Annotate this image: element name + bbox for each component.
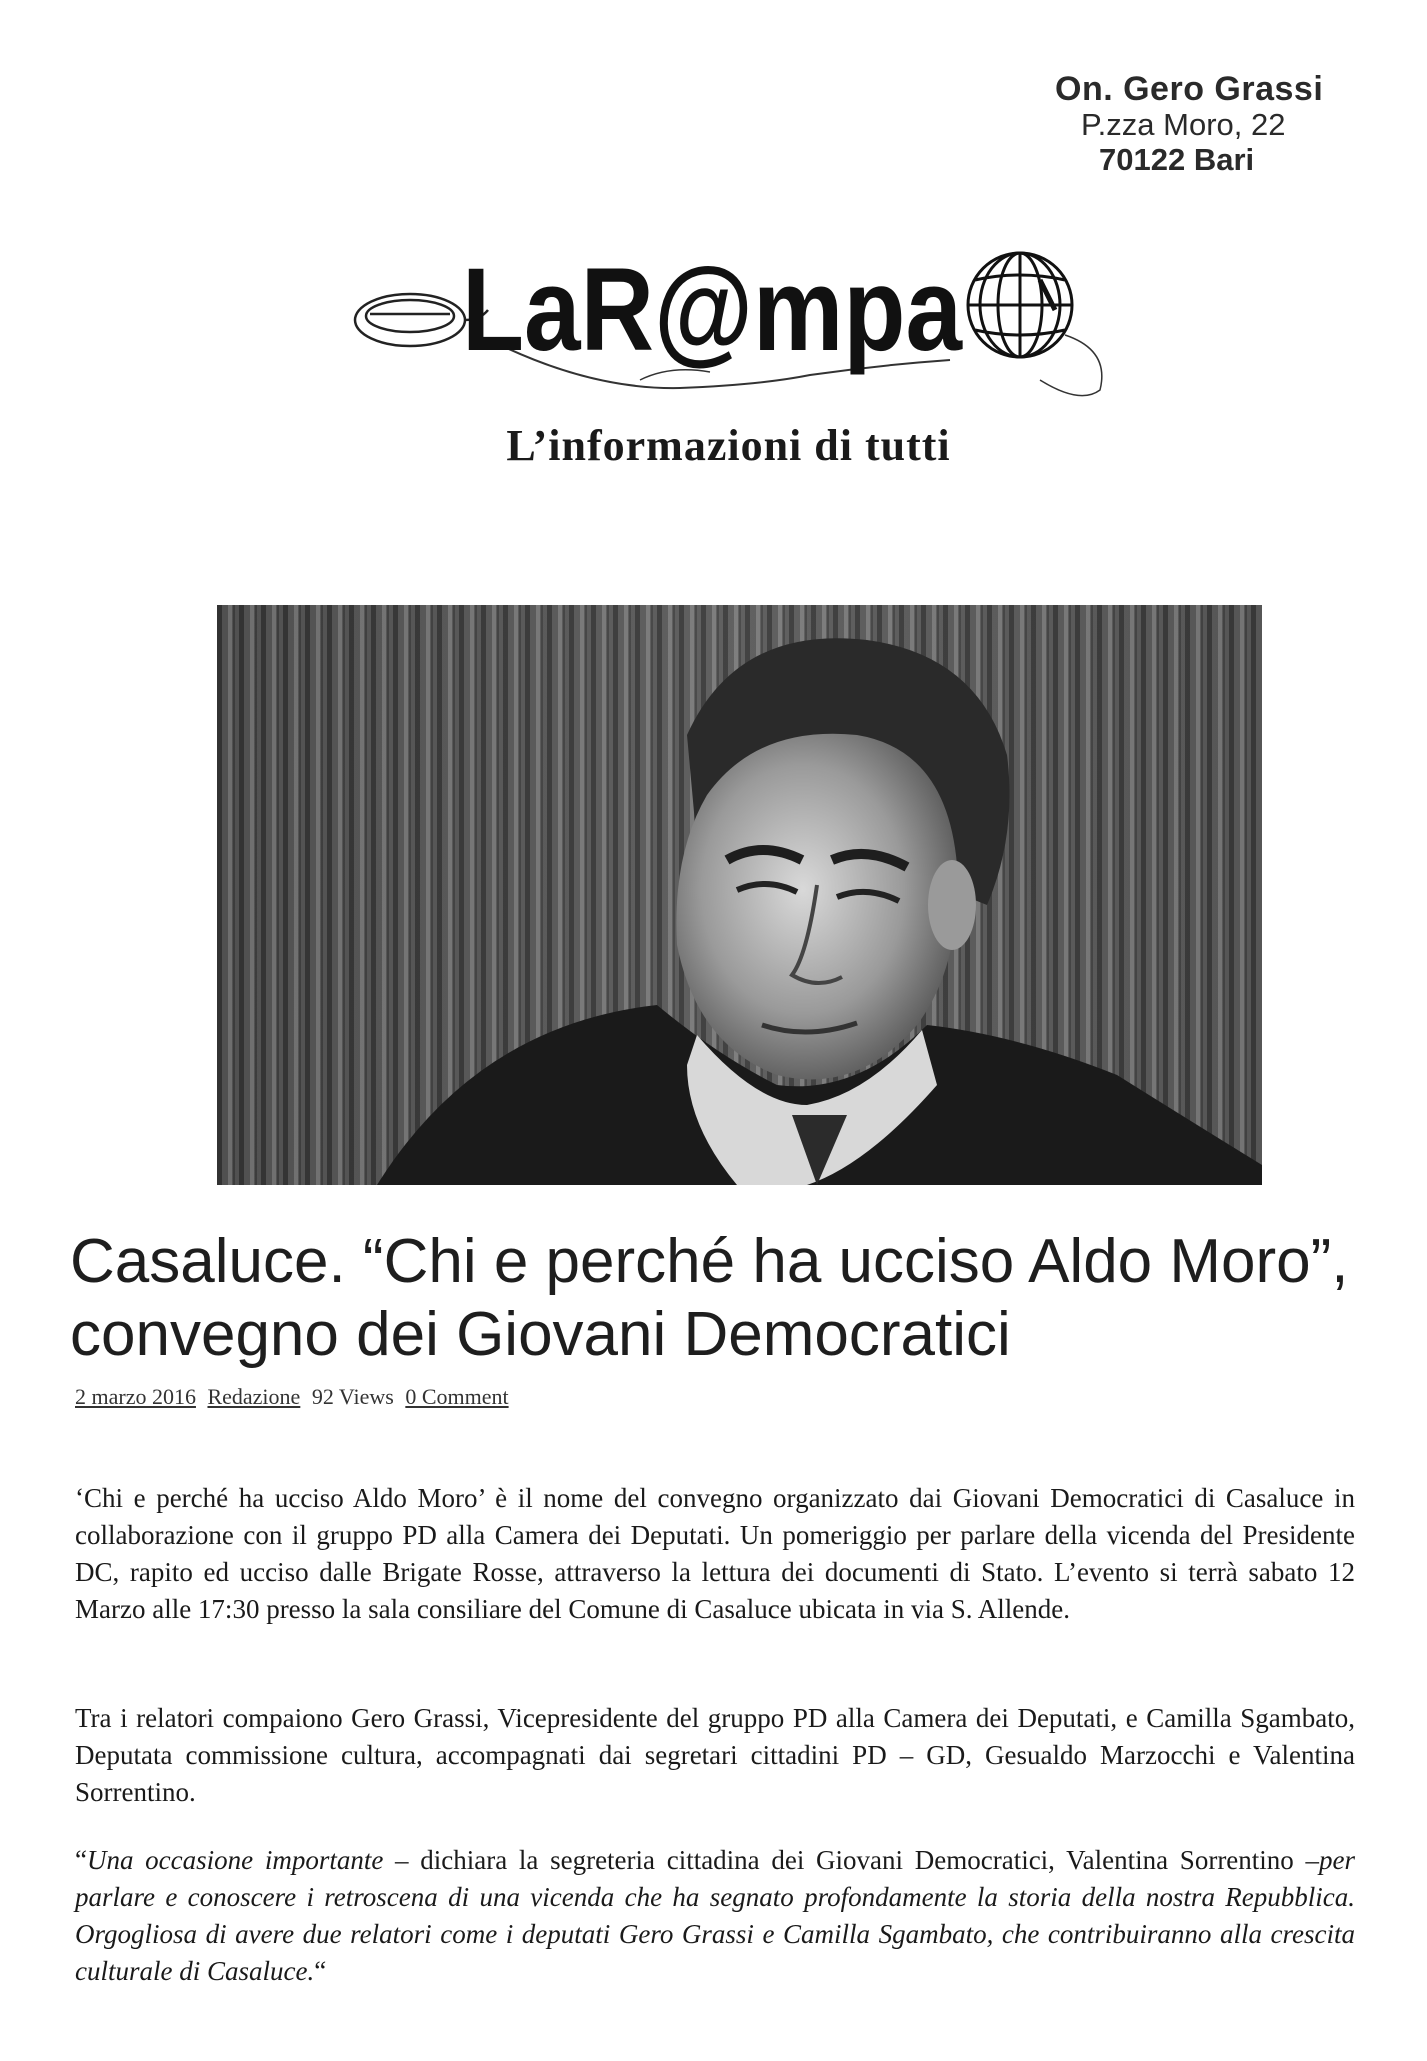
masthead-tagline: L’informazioni di tutti xyxy=(506,421,951,470)
quote-plain: – dichiara la segreteria cittadina dei Giovani Democratici, Valentina Sorrentino xyxy=(383,1845,1306,1875)
article-paragraph-1: ‘Chi e perché ha ucciso Aldo Moro’ è il nome del convegno organizzato dai Giovani Democratici di Casaluce in collaborazione con il gruppo PD alla Camera dei Deputati. Un pomeriggio per parlare della vicenda del Presidente DC, rapito ed ucciso dalle Brigate Rosse, attraverso la lettura dei documenti di Stato. L’evento si terrà sabato 12 Marzo alle 17:30 presso la sala consiliare del Comune di Casaluce ubicata in via S. Allende. xyxy=(75,1483,1355,1624)
article-date-link[interactable]: 2 marzo 2016 xyxy=(75,1384,196,1409)
article-paragraph-2: Tra i relatori compaiono Gero Grassi, Vicepresidente del gruppo PD alla Camera dei Deputati, e Camilla Sgambato, Deputata commissione cultura, accompagnati dai segretari cittadini PD – GD, Gesualdo Marzocchi e Valentina Sorrentino. xyxy=(75,1703,1355,1807)
globe-icon xyxy=(968,253,1072,357)
article-views: 92 Views xyxy=(311,1384,394,1409)
quote-italic-2: –per parlare e conoscere i retroscena di una vicenda che ha segnato profondamente la storia della nostra Repubblica. Orgogliosa di avere due relatori come i deputati Gero Grassi e Camilla Sgambato, che contribuiranno alla crescita culturale di Casaluce. xyxy=(75,1845,1355,1986)
article-comments-link[interactable]: 0 Comment xyxy=(405,1384,509,1409)
stamp-city: 70122 Bari xyxy=(1099,141,1255,177)
portrait-image xyxy=(217,605,1262,1185)
address-stamp xyxy=(1055,70,1323,178)
article-author-link[interactable]: Redazione xyxy=(207,1384,301,1409)
logo-text: LaR@mpa xyxy=(462,244,963,376)
article-photo xyxy=(217,605,1262,1185)
stamp-street: P.zza Moro, 22 xyxy=(1081,107,1286,143)
quote-italic-1: Una occasione importante xyxy=(86,1845,384,1875)
article-paragraph-3 xyxy=(75,1842,1355,1990)
article-headline: Casaluce. “Chi e perché ha ucciso Aldo Moro”, convegno dei Giovani Democratici xyxy=(70,1227,1349,1370)
quote-close: “ xyxy=(314,1956,327,1986)
quote-open: “ xyxy=(75,1845,87,1875)
article-meta xyxy=(75,1384,515,1410)
stamp-name: On. Gero Grassi xyxy=(1055,70,1324,108)
logo-graphic xyxy=(340,240,1140,410)
masthead-logo xyxy=(340,240,1140,410)
